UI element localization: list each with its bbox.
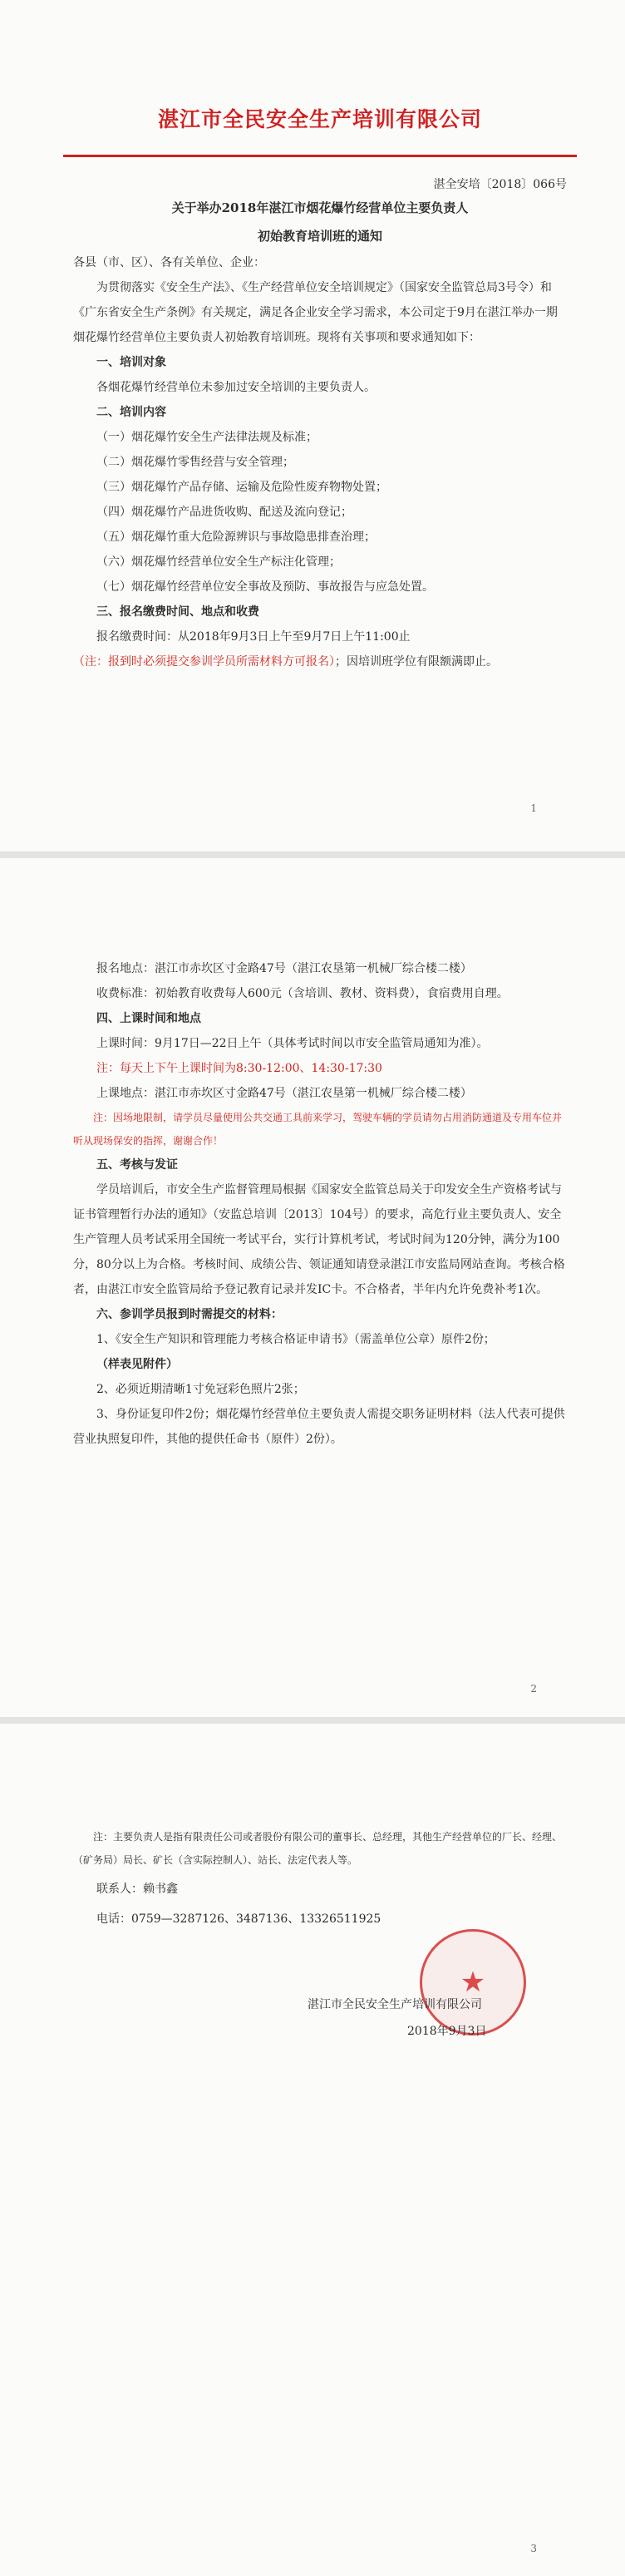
registration-note bbox=[73, 649, 567, 674]
registration-note-rest: ；因培训班学位有限额满即止。 bbox=[335, 655, 498, 669]
parking-note: 注：因场地限制，请学员尽量使用公共交通工具前来学习，驾驶车辆的学员请勿占用消防通道及专用车位并听从现场保安的指挥，谢谢合作！ bbox=[73, 1112, 563, 1147]
assessment-text: 学员培训后，市安全生产监督管理局根据《国家安全监管总局关于印发安全生产资格考试与证书管理暂行办法的通知》（安监总培训〔2013〕104号）的要求，高危行业主要负责人、安全生产管理人员考试采用全国统一考试平台，实行计算机考试，考试时间为120分钟，满分为100分，80分以上为合格。考核时间、成绩公告、领证通知请登录湛江市安监局网站查询。考核合格者，由湛江市安全监管局给予登记教育记录并发IC卡。不合格者，半年内允许免费补考1次。 bbox=[73, 1183, 565, 1296]
section-1-heading: 一、培训对象 bbox=[96, 356, 166, 369]
issuing-organization: 湛江市全民安全生产培训有限公司 bbox=[308, 1998, 482, 2011]
document-page-3 bbox=[0, 1724, 625, 2576]
training-content-item: （三）烟花爆竹产品存储、运输及危险性废弃物物处置； bbox=[96, 481, 387, 494]
training-content-item: （一）烟花爆竹安全生产法律法规及标准； bbox=[96, 431, 317, 444]
registration-place: 报名地点：湛江市赤坎区寸金路47号（湛江农垦第一机械厂综合楼二楼） bbox=[96, 962, 472, 975]
training-content-item: （六）烟花爆竹经营单位安全生产标注化管理； bbox=[96, 555, 341, 569]
letterhead-red-rule bbox=[63, 155, 577, 157]
registration-note-red: （注：报到时必须提交参训学员所需材料方可报名） bbox=[73, 655, 335, 669]
section-5-heading: 五、考核与发证 bbox=[96, 1158, 178, 1172]
contact-phone: 电话：0759—3287126、3487136、13326511925 bbox=[96, 1912, 381, 1926]
class-hours-note: 注：每天上下午上课时间为8:30-12:00、14:30-17:30 bbox=[96, 1062, 382, 1075]
contact-person: 联系人：赖书鑫 bbox=[96, 1883, 178, 1896]
registration-time: 报名缴费时间：从2018年9月3日上午至9月7日上午11:00止 bbox=[96, 630, 411, 644]
salutation: 各县（市、区）、各有关单位、企业： bbox=[73, 256, 265, 269]
training-content-item: （二）烟花爆竹零售经营与安全管理； bbox=[96, 456, 294, 469]
section-6-heading: 六、参训学员报到时需提交的材料： bbox=[96, 1308, 283, 1321]
letterhead-company-name: 湛江市全民安全生产培训有限公司 bbox=[157, 107, 482, 131]
class-place: 上课地点：湛江市赤坎区寸金路47号（湛江农垦第一机械厂综合楼二楼） bbox=[96, 1087, 472, 1100]
material-item: 3、身份证复印件2份；烟花爆竹经营单位主要负责人需提交职务证明材料（法人代表可提供营业执照复印件，其他的提供任命书（原件）2份）。 bbox=[73, 1408, 565, 1446]
section-4-heading: 四、上课时间和地点 bbox=[96, 1012, 201, 1025]
document-title bbox=[73, 194, 567, 250]
section-1-text: 各烟花爆竹经营单位未参加过安全培训的主要负责人。 bbox=[96, 381, 376, 394]
class-time: 上课时间：9月17日—22日上午（具体考试时间以市安全监管局通知为准）。 bbox=[96, 1037, 489, 1050]
seal-star-icon: ★ bbox=[460, 1966, 486, 1999]
fee-standard: 收费标准：初始教育收费每人600元（含培训、教材、资料费），食宿费用自理。 bbox=[96, 987, 509, 1000]
training-content-item: （四）烟花爆竹产品进货收购、配送及流向登记； bbox=[96, 506, 352, 519]
training-content-item: （五）烟花爆竹重大危险源辨识与事故隐患排查治理； bbox=[96, 530, 376, 544]
document-page-1 bbox=[0, 0, 625, 851]
section-3-heading: 三、报名缴费时间、地点和收费 bbox=[96, 605, 259, 619]
signature-block bbox=[308, 1991, 486, 2045]
material-item: 2、必须近期清晰1寸免冠彩色照片2张； bbox=[96, 1383, 305, 1396]
intro-paragraph: 为贯彻落实《安全生产法》、《生产经营单位安全培训规定》（国家安全监管总局3号令）和《广东省安全生产条例》有关规定，满足各企业安全学习需求，本公司定于9月在湛江举办一期烟花爆竹经营单位主要负责人初始教育培训班。现将有关事项和要求通知如下： bbox=[73, 281, 558, 344]
page-2-body bbox=[73, 858, 567, 1452]
material-item-sample-note: （样表见附件） bbox=[96, 1358, 178, 1371]
page-number: 1 bbox=[530, 802, 537, 814]
document-title-line-1: 关于举办2018年湛江市烟花爆竹经营单位主要负责人 bbox=[171, 200, 469, 215]
page-number: 3 bbox=[530, 2543, 537, 2554]
section-2-heading: 二、培训内容 bbox=[96, 406, 166, 419]
responsible-person-note: 注：主要负责人是指有限责任公司或者股份有限公司的董事长、总经理，其他生产经营单位的厂长、经理、（矿务局）局长、矿长（含实际控制人）、站长、法定代表人等。 bbox=[73, 1831, 563, 1866]
material-item: 1、《安全生产知识和管理能力考核合格证申请书》（需盖单位公章）原件2份； bbox=[96, 1333, 495, 1346]
document-page-2 bbox=[0, 858, 625, 1717]
page-number: 2 bbox=[530, 1683, 537, 1695]
document-number: 湛全安培〔2018〕066号 bbox=[433, 178, 567, 191]
issue-date: 2018年9月3日 bbox=[407, 2025, 487, 2038]
document-title-line-2: 初始教育培训班的通知 bbox=[257, 229, 382, 244]
training-content-item: （七）烟花爆竹经营单位安全事故及预防、事故报告与应急处置。 bbox=[96, 580, 434, 594]
page-3-body bbox=[73, 1724, 567, 1932]
